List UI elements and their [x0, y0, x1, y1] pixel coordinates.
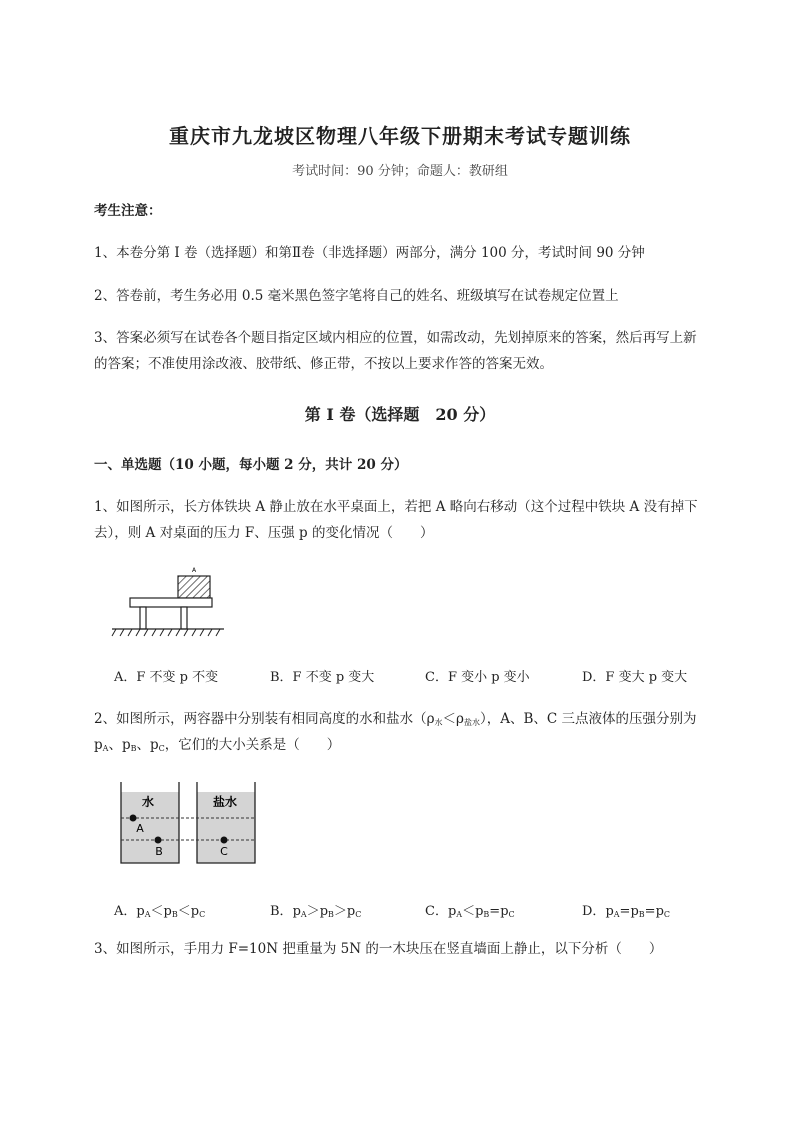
q2-option-a[interactable]: A．$p_A<p_B<p_C$: [114, 904, 206, 919]
notice-item-3-cont: 的答案；不准使用涂改液、胶带纸、修正带，不按以上要求作答的答案无效。: [94, 356, 553, 372]
block-a-label: A: [191, 567, 197, 574]
q2-text-line2: $p_A$、$p_B$、$p_C$，它们的大小关系是（ ）: [94, 737, 341, 753]
point-b-label: B: [155, 845, 163, 858]
point-c-label: C: [220, 845, 228, 858]
point-a-label: A: [136, 822, 144, 835]
saltwater-label: 盐水: [212, 795, 238, 809]
q3-text-line1: 3、如图所示，手用力 F=10N 把重量为 5N 的一木块压在竖直墙面上静止，以下分析（ ）: [94, 941, 663, 957]
water-label: 水: [141, 795, 155, 809]
point-c: [221, 837, 228, 844]
q1-text-line2: 去），则 A 对桌面的压力 F、压强 p 的变化情况（ ）: [94, 525, 434, 541]
q1-option-d[interactable]: D．F 变大 p 变大: [582, 670, 688, 685]
q2-option-c[interactable]: C．$p_A<p_B=p_C$: [425, 904, 515, 919]
q1-text-line1: 1、如图所示，长方体铁块 A 静止放在水平桌面上，若把 A 略向右移动（这个过程中铁块 A 没有掉下: [94, 499, 698, 515]
notice-heading: 考生注意：: [94, 203, 162, 219]
exam-info: 考试时间：90 分钟；命题人：教研组: [292, 164, 508, 179]
notice-item-2: 2、答卷前，考生务必用 0.5 毫米黑色签字笔将自己的姓名、班级填写在试卷规定位置上: [94, 288, 619, 304]
q2-option-b[interactable]: B．$p_A>p_B>p_C$: [270, 904, 362, 919]
tabletop: [130, 598, 212, 607]
q1-option-b[interactable]: B．F 不变 p 变大: [270, 670, 375, 685]
table-leg-left: [140, 607, 146, 629]
notice-item-1: 1、本卷分第 I 卷（选择题）和第Ⅱ卷（非选择题）两部分，满分 100 分，考试时间 90 分钟: [94, 245, 645, 261]
q2-option-d[interactable]: D．$p_A=p_B=p_C$: [582, 904, 671, 919]
q1-figure-table: [108, 562, 238, 644]
page-title: 重庆市九龙坡区物理八年级下册期末考试专题训练: [169, 124, 631, 148]
point-b: [155, 837, 162, 844]
part1-title: 第 I 卷（选择题 20 分）: [304, 405, 496, 424]
notice-item-3: 3、答案必须写在试卷各个题目指定区域内相应的位置，如需改动，先划掉原来的答案，然后再写上新: [94, 330, 697, 346]
point-a: [130, 815, 137, 822]
block-a: [178, 576, 210, 598]
section-heading: 一、单选题（10 小题，每小题 2 分，共计 20 分）: [94, 457, 408, 473]
table-leg-right: [181, 607, 187, 629]
q2-text-line1: 2、如图所示，两容器中分别装有相同高度的水和盐水$(\rho_水<\rho_{盐水})$，A、B、C 三点液体的压强分别为: [94, 711, 697, 727]
q2-figure-containers: [118, 780, 260, 866]
q1-option-c[interactable]: C．F 变小 p 变小: [425, 670, 530, 685]
q1-option-a[interactable]: A．F 不变 p 不变: [114, 670, 219, 685]
